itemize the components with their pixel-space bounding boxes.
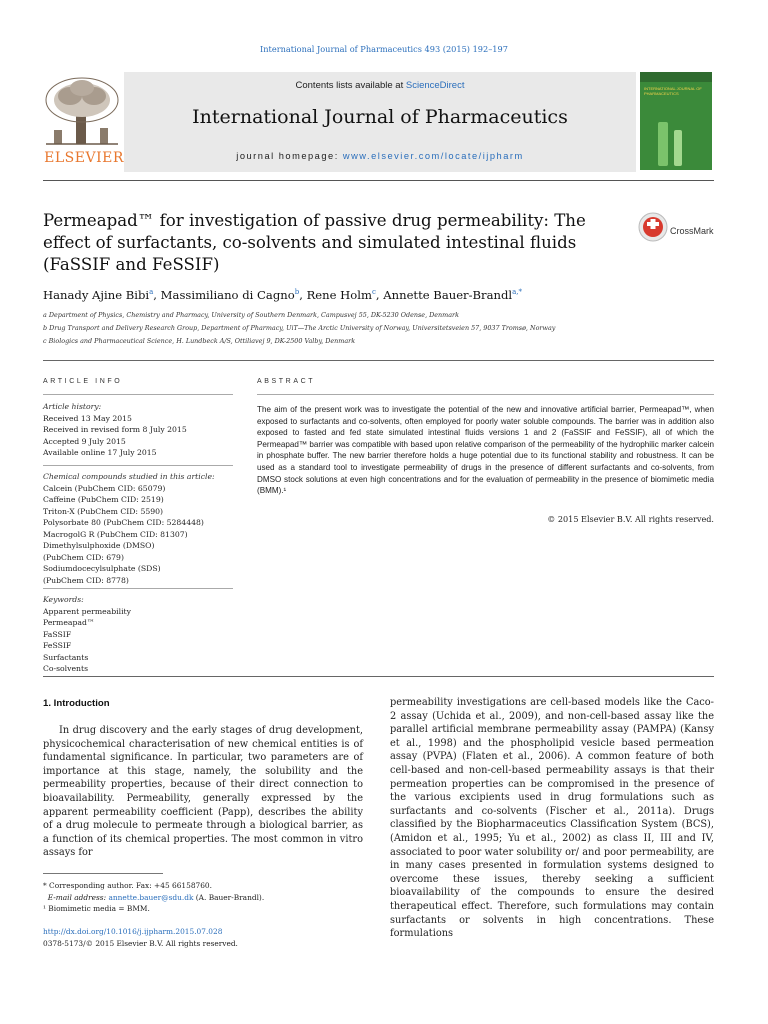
footnotes (43, 880, 363, 915)
keyword-item: Permeapad™ (43, 618, 95, 627)
contents-prefix: Contents lists available at (295, 80, 406, 91)
compound-item: Calcein (PubChem CID: 65079) (43, 483, 166, 493)
section-divider (43, 676, 714, 677)
author-name[interactable]: Annette Bauer-Brandl (383, 288, 513, 302)
keyword-item: Surfactants (43, 652, 89, 662)
section-heading-introduction: 1. Introduction (43, 698, 110, 709)
author-affiliation-mark[interactable]: a (149, 288, 154, 297)
journal-homepage (124, 151, 636, 161)
keyword-item: Co-solvents (43, 664, 89, 673)
history-item: Received in revised form 8 July 2015 (43, 425, 187, 434)
keyword-item: FeSSIF (43, 641, 72, 650)
compound-item: Dimethylsulphoxide (DMSO) (43, 541, 155, 550)
info-divider (43, 465, 233, 466)
crossmark-icon[interactable] (638, 212, 668, 242)
journal-citation[interactable]: International Journal of Pharmaceutics 493 (2015) 192–197 (260, 44, 508, 54)
compound-item: Sodiumdocecylsulphate (SDS) (43, 564, 161, 573)
author-name[interactable]: Hanady Ajine Bibi (43, 288, 150, 302)
affiliation-line: b Drug Transport and Delivery Research Group, Department of Pharmacy, UiT—The Arctic University of Norway, Universitetsveien 57, 9037 Tromsø, Norway (43, 324, 556, 332)
contents-line (124, 80, 636, 91)
affiliation-line: c Biologics and Pharmaceutical Science, H. Lundbeck A/S, Ottiliavej 9, DK-2500 Valby, Denmark (43, 337, 356, 345)
journal-title: International Journal of Pharmaceutics (192, 106, 568, 128)
author-affiliation-mark[interactable]: b (294, 288, 300, 297)
cover-vial-shape (658, 122, 668, 166)
history-item: Available online 17 July 2015 (43, 448, 157, 457)
history-item: Accepted 9 July 2015 (43, 436, 126, 446)
keyword-item: FaSSIF (43, 629, 72, 639)
publisher-name: ELSEVIER (44, 150, 124, 166)
email-label: E-mail address: (47, 892, 109, 902)
doi-link[interactable]: http://dx.doi.org/10.1016/j.ijpharm.2015.07.028 (43, 927, 223, 936)
issn-line: 0378-5173/© 2015 Elsevier B.V. All rights reserved. (43, 938, 238, 948)
email-link[interactable]: annette.bauer@sdu.dk (108, 892, 194, 902)
article-info-heading: ARTICLE INFO (43, 378, 123, 385)
keywords (43, 594, 243, 675)
keywords-label: Keywords: (43, 595, 84, 604)
author-name[interactable]: Massimiliano di Cagno (160, 288, 295, 302)
info-divider (43, 588, 233, 589)
compound-item: MacrogolG R (PubChem CID: 81307) (43, 529, 188, 539)
history-label: Article history: (43, 402, 102, 411)
compound-item: (PubChem CID: 679) (43, 552, 124, 562)
sciencedirect-link[interactable]: ScienceDirect (405, 80, 465, 91)
doi-block (43, 926, 363, 949)
article-title: Permeapad™ for investigation of passive drug permeability: The effect of surfactants, co-solvents and simulated intestinal fluids (FaSSIF and FeSSIF) (43, 211, 586, 274)
cover-vial-shape (674, 130, 682, 166)
compound-item: Triton-X (PubChem CID: 5590) (43, 506, 164, 516)
keyword-item: Apparent permeability (43, 606, 131, 616)
crossmark-label[interactable]: CrossMark (670, 226, 714, 236)
intro-paragraph-col2: permeability investigations are cell-based models like the Caco-2 assay (Uchida et al., 2009), and non-cell-based assay like the parallel artificial membrane permeability assay (PAMPA) (Kansy et al., 1998) and the phospholipid vesicle based permeation assay (PVPA) (Flaten et al., 2006). A common feature of both cell-based and non-cell-based permeability assays is that their permeation properties can be compromised in the presence of the various excipients used in drug formulations such as surfactants and co-solvents (Fischer et al., 2011a). Drugs classified by the Biopharmaceutics Classification System (BCS), (Amidon et al., 1995; Yu et al., 2002) as class II, III and IV, associated to poor water solubility or/ and poor permeability, are in many cases presented in formulation systems designed to overcome these issues, thereby seeking a sufficient bioavailability of the compounds to ensure the desired therapeutical effect. Therefore, such formulations may contain surfactants or solvents in high concentrations. These formulations (390, 697, 714, 940)
footnote-divider (43, 873, 163, 874)
intro-paragraph-col1: In drug discovery and the early stages of drug development, physicochemical characterisation of new chemical entities is of fundamental significance. In particular, two parameters are of importance at this stage, namely, the solubility and the permeability properties, because of their direct connection to bioavailability. Permeability, generally expressed by the apparent permeability coefficient (Papp), describes the ability of a drug molecule to permeate through a biological barrier, as a function of its chemical properties. The most common in vitro assays for (43, 725, 363, 859)
author-affiliation-mark[interactable]: c (371, 288, 376, 297)
info-divider (43, 394, 233, 395)
author-affiliation-mark[interactable]: a,* (512, 288, 522, 297)
history-item: Received 13 May 2015 (43, 413, 132, 423)
homepage-prefix: journal homepage: (236, 151, 343, 161)
elsevier-tree-logo-icon (40, 74, 124, 150)
compounds-label: Chemical compounds studied in this article: (43, 472, 215, 481)
article-history (43, 401, 243, 459)
abstract-heading: ABSTRACT (257, 378, 316, 385)
compound-item: Caffeine (PubChem CID: 2519) (43, 495, 164, 504)
journal-cover-image[interactable] (640, 72, 712, 170)
header-divider (43, 180, 714, 181)
abstract-text: The aim of the present work was to investigate the potential of the new and innovative artificial barrier, Permeapad™, when exposed to surfactants and co-solvents, often employed for poorly water soluble compounds. The barrier was in addition also exposed to fasted and fed state simulated intestinal fluids versions 1 and 2 (FaSSIF and FeSSIF), all of which the Permeapad™ barrier was compatible with based upon relative comparison of the permeability of the hydrophilic marker calcein in phosphate buffer. The new barrier therefore holds a huge potential due to its functional stability and robustness. It can be used as a standard tool to investigate permeability of drugs in the presence of different surfactants and co-solvents, from DMSO stock solutions at even high concentrations and for the evaluation of permeability in the presence of biomimetic media (BMM).¹ (257, 405, 714, 496)
bmm-note: ¹ Biomimetic media = BMM. (43, 904, 150, 913)
compound-item: Polysorbate 80 (PubChem CID: 5284448) (43, 518, 204, 527)
abstract-copyright: © 2015 Elsevier B.V. All rights reserved. (547, 514, 714, 524)
author-list: Hanady Ajine Bibi$^a$, Massimiliano di Cagno$^b$, Rene Holm$^c$, Annette Bauer-Brandl$^{a,*}$ (43, 288, 522, 302)
homepage-link[interactable]: www.elsevier.com/locate/ijpharm (342, 151, 524, 161)
cover-band (640, 72, 712, 82)
chemical-compounds (43, 471, 253, 586)
email-suffix: (A. Bauer-Brandl). (193, 892, 265, 902)
author-name[interactable]: Rene Holm (306, 288, 372, 302)
compound-item: (PubChem CID: 8778) (43, 575, 129, 585)
section-divider (43, 360, 714, 361)
affiliation-line: a Department of Physics, Chemistry and Pharmacy, University of Southern Denmark, Campusvej 55, DK-5230 Odense, Denmark (43, 311, 459, 319)
abstract-divider (257, 394, 714, 395)
corresponding-author-note: * Corresponding author. Fax: +45 66158760. (43, 881, 212, 890)
cover-title: INTERNATIONAL JOURNAL OF PHARMACEUTICS (644, 86, 702, 96)
